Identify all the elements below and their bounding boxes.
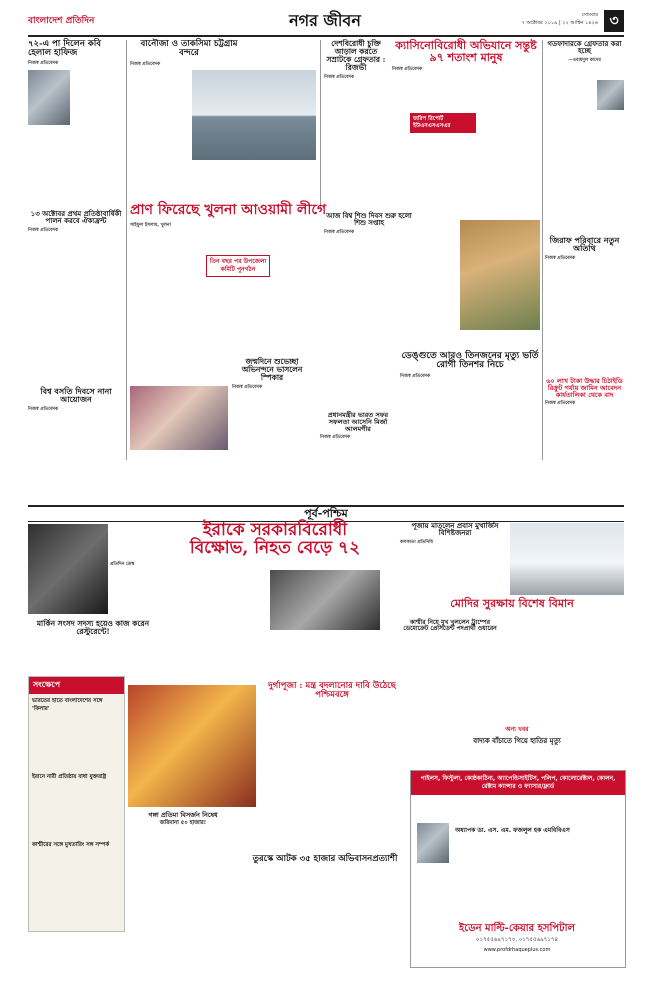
- story-bisho: [28, 387, 124, 457]
- story-byline: —ওবায়দুল কাদের: [568, 57, 601, 63]
- section-title: নগর জীবন: [289, 11, 361, 30]
- sonkhep-box: [28, 676, 125, 932]
- brief-title: অন্য খবর: [505, 726, 529, 733]
- ship-photo: [192, 70, 316, 160]
- story-title: আজ বিশ্ব শিশু দিবস শুরু হলো শিশু সপ্তাহ: [326, 212, 412, 228]
- story-jubo: [545, 378, 624, 458]
- speaker-photo: [130, 386, 228, 450]
- ad-phone: ০১৭৫৫৬৯৭১৭৩, ০১৭৫৫৬৯৭১৭৪: [475, 937, 559, 943]
- story-byline: নিজস্ব প্রতিবেদক: [400, 373, 431, 379]
- logo-text: বাংলাদেশ প্রতিদিন: [28, 16, 95, 26]
- page-number: ৩: [604, 10, 624, 32]
- story-byline: নিজস্ব প্রতিবেদক: [324, 230, 355, 236]
- story-byline: নিজস্ব প্রতিবেদক: [130, 61, 161, 67]
- story-turkey: [250, 855, 400, 885]
- ad-web: www.profdrhaqueplus.com: [483, 947, 551, 953]
- story-puja: [400, 522, 510, 562]
- giraffe-photo: [460, 220, 540, 330]
- story-byline: সাইফুল ইসলাম, খুলনা: [130, 222, 171, 228]
- story-title: ১৩ অক্টোবর প্রথম প্রতিষ্ঠাবার্ষিকী পালন করবে ঐক্যফ্রন্ট: [30, 209, 122, 226]
- section-title: পূর্ব-পশ্চিম: [304, 507, 348, 520]
- story-byline: নিজস্ব প্রতিবেদক: [28, 227, 59, 233]
- story-durga: [262, 682, 402, 722]
- quader-photo: [597, 80, 624, 110]
- story-body: [130, 68, 190, 188]
- story-kashmir-trump: [400, 620, 500, 675]
- news-brief: [410, 724, 624, 764]
- story-byline: নিজস্ব প্রতিবেদক: [28, 406, 59, 412]
- story-title: গঙ্গা প্রতিমা বিসর্জন নিষেধ: [148, 811, 218, 819]
- ad-hospital: ইডেন মাল্টি-কেয়ার হসপিটাল: [459, 923, 575, 934]
- story-title: প্রধানমন্ত্রীর ভারত সফর সফলতা আসেনি মির্জা আলমগীর: [327, 411, 389, 433]
- story-title: জন্মদিনে শুভেচ্ছা অভিনন্দনে ভাসলেন স্পিকার: [241, 357, 303, 382]
- story-modi: [400, 598, 624, 616]
- story-byline: নিজস্ব প্রতিবেদক: [28, 60, 59, 66]
- story-byline: কলকাতা প্রতিনিধি: [400, 539, 434, 545]
- story-title-1: ইরাকে সরকারবিরোধী: [202, 520, 348, 540]
- iraq-photo: [270, 570, 380, 630]
- sonkhep-item: কাশ্মীরের সঙ্গে মুখতারিং সঙ্গ সম্পর্ক: [32, 842, 110, 848]
- story-title: জিরাফ পরিবারে নতুন অতিথি: [549, 235, 620, 254]
- story-byline: নিজস্ব প্রতিবেদক: [232, 384, 263, 390]
- masthead: [28, 9, 624, 37]
- story-title: প্রাণ ফিরেছে খুলনা আওয়ামী লীগে: [130, 202, 327, 218]
- story-byline: নিজস্ব প্রতিবেদক: [324, 74, 355, 80]
- casino-box: জরিপ রিপোর্ট ইউএনএসএসএর: [410, 113, 476, 133]
- story-title: মার্কিন সংসদ সদস্য হয়েও কাজ করেন রেস্টুরেন্টে!: [36, 619, 150, 636]
- story-title: পূজায় মাতলেন প্রবাস মুখার্জিস বিশিষ্টজনরা: [411, 521, 499, 538]
- story-byline: নিজস্ব প্রতিবেদক: [392, 67, 423, 73]
- story-gaus: [545, 40, 624, 200]
- story-byline: প্রতিদিন ডেস্ক: [110, 561, 135, 567]
- sonkhep-title: সংক্ষেপে: [29, 677, 124, 694]
- story-byline: নিজস্ব প্রতিবেদক: [320, 435, 351, 441]
- khulna-box: তিন বছর পর উপজেলা কমিটি পুনর্গঠন: [206, 255, 270, 277]
- story-kobi: [28, 40, 124, 202]
- story-casino: [392, 40, 540, 200]
- giraffe-caption: [416, 334, 540, 344]
- story-title: ক্যাসিনোবিরোধী অভিযানে সন্তুষ্ট ৯৭ শতাংশ মানুষ: [395, 39, 537, 64]
- story-byline: নিজস্ব প্রতিবেদক: [545, 255, 576, 261]
- story-byline: নিজস্ব প্রতিবেদক: [545, 401, 576, 407]
- marqin-photo: [28, 524, 108, 614]
- story-sports-deal: [324, 40, 388, 200]
- ad-doctor: অধ্যাপক ডা. এস. এম. ফজলুল হক এমবিবিএস: [455, 827, 570, 834]
- logo: [28, 11, 118, 31]
- story-title: ডেঙ্গুতে আরও তিনজনের মৃত্যু ভর্তি রোগী তিনশর নিচে: [401, 351, 539, 371]
- story-title: বানৌজা ও তাকসিমা চট্টগ্রাম বন্দরে: [140, 39, 238, 58]
- story-title: গডফাদারকে গ্রেফতার করা হচ্ছে: [547, 39, 622, 56]
- story-pm: [320, 412, 396, 456]
- durga-photo: [128, 685, 256, 807]
- story-title: ৬০ লাখ টাকা উদ্ধার চিঠাইডি রিক্রুট পর্যায় জামিন আবেদন কার্যতালিকা থেকে বাদ: [546, 377, 623, 399]
- kobi-photo: [28, 70, 70, 125]
- story-title: ৭২-এ পা দিলেন কবি হেলাল হাফিজ: [28, 39, 101, 58]
- story-sub: জরিমানা ৫০ হাজার!: [159, 819, 207, 826]
- story-title: তুরস্কে আটক ৩৫ হাজার অভিবাসনপ্রত্যাশী: [252, 854, 398, 864]
- story-title: মোদির সুরক্ষায় বিশেষ বিমান: [450, 597, 574, 610]
- story-title: কাশ্মীর নিয়ে মুখ খুললেন ট্রাম্পের ডেমোক্রেট প্রেসিডেন্ট পদপ্রার্থী ওয়ারেন: [403, 619, 497, 633]
- story-title: দুর্গাপূজা : মন্ত্র বদলানোর দাবি উঠেছে পশ্চিমবঙ্গে: [268, 681, 396, 700]
- doctor-photo: [417, 823, 449, 863]
- sonkhep-item: ভারতের হাতে বাংলাদেশের সঙ্গে 'কিলার': [32, 698, 103, 712]
- ad-headline: পাইলস, ফিস্টুলা, কোষ্ঠকাঠিন্য, অ্যাপেন্ডিসাইটিস, পলিপ, কোলোরেক্টাল, কোলন, রেক্টাম ক্যান্সার ও ফ্যাসার/ফ্লার্ড: [411, 771, 625, 795]
- story-marqin: [28, 620, 158, 660]
- plane-photo: [510, 523, 624, 595]
- story-gonga: [128, 812, 238, 842]
- sonkhep-item: ইরানে নারী প্রতিষ্ঠার বাধা যুক্তরাষ্ট্র: [32, 774, 107, 780]
- story-body: [73, 67, 124, 187]
- story-title-2: বিক্ষোভ, নিহত বেড়ে ৭২: [189, 537, 361, 558]
- story-dengue: [400, 352, 540, 452]
- story-oct13: [28, 210, 124, 350]
- brief-item: বাদ্যক বাঁচাতে গিয়ে হাতির মৃত্যু: [473, 736, 561, 745]
- date-block: সোমবার ৭ অক্টোবর ২০১৯ | ২২ আশ্বিন ১৪২৬: [521, 12, 598, 26]
- story-title: বিশ্ব বসতি দিবসে নানা আয়োজন: [40, 386, 112, 405]
- ad-box: [410, 770, 626, 968]
- story-shubhechha: [232, 358, 312, 458]
- story-body: [324, 81, 388, 181]
- story-zirafa: [545, 236, 624, 296]
- story-title: দেশবিরোধী চুক্তি আড়াল করতে সম্রাটকে গ্রেফতার : রিজভী: [326, 39, 386, 72]
